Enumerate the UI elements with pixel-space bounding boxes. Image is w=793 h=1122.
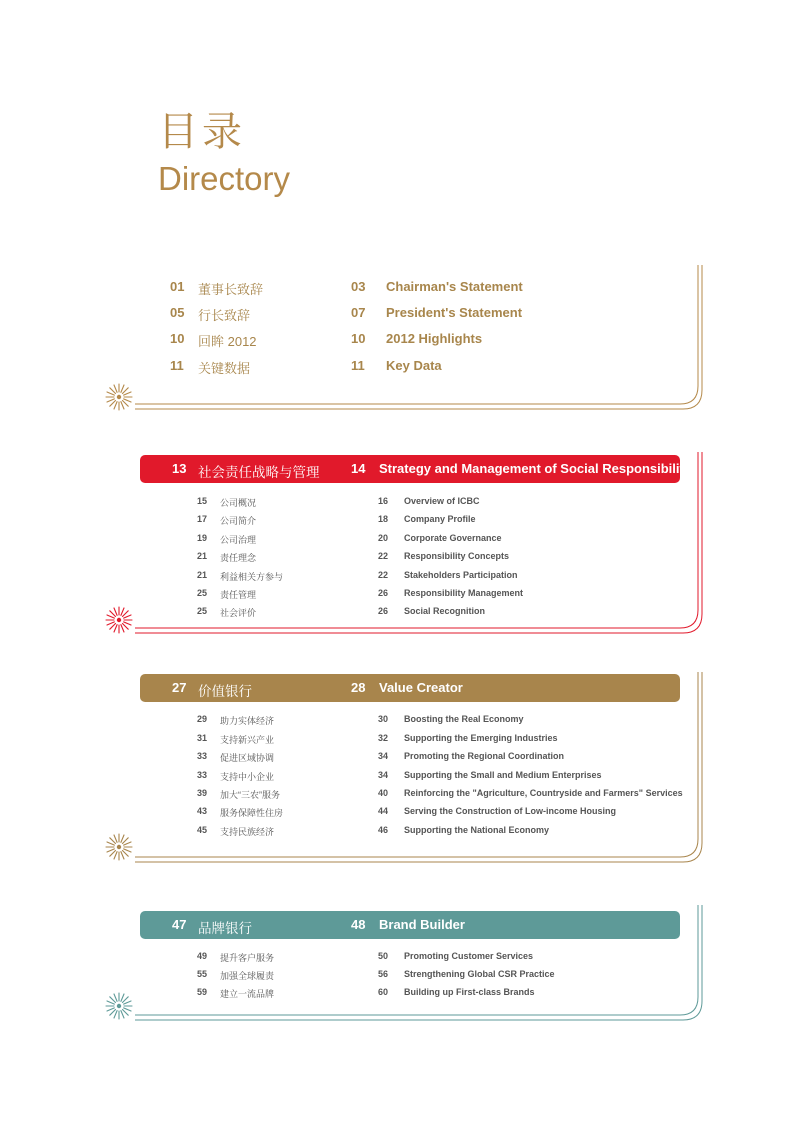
cn-page-number: 39 — [197, 788, 208, 798]
en-page-number: 56 — [378, 969, 389, 979]
en-page-number: 50 — [378, 951, 389, 961]
cn-title: 支持新兴产业 — [220, 735, 275, 745]
en-title: Value Creator — [379, 680, 463, 695]
en-title: Supporting the Small and Medium Enterprises — [404, 770, 602, 780]
en-page-number: 26 — [378, 606, 389, 616]
en-page-number: 07 — [351, 305, 366, 320]
en-title: 2012 Highlights — [386, 331, 483, 346]
en-title: Promoting the Regional Coordination — [404, 751, 564, 761]
cn-page-number: 17 — [197, 514, 208, 524]
cn-page-number: 45 — [197, 825, 208, 835]
en-title: Serving the Construction of Low-income Housing — [404, 806, 617, 816]
en-page-number: 30 — [378, 714, 389, 724]
cn-page-number: 33 — [197, 770, 208, 780]
cn-title: 责任理念 — [220, 553, 257, 563]
en-page-number: 20 — [378, 533, 389, 543]
cn-title: 社会责任战略与管理 — [198, 465, 320, 480]
cn-page-number: 27 — [172, 680, 187, 695]
en-page-number: 32 — [378, 733, 389, 743]
en-title: Boosting the Real Economy — [404, 714, 524, 724]
en-title: Company Profile — [404, 514, 476, 524]
cn-page-number: 05 — [170, 305, 185, 320]
cn-title: 价值银行 — [198, 684, 252, 699]
en-page-number: 14 — [351, 461, 366, 476]
en-page-number: 10 — [351, 331, 366, 346]
cn-title: 回眸 2012 — [198, 334, 257, 349]
cn-page-number: 10 — [170, 331, 185, 346]
cn-page-number: 59 — [197, 987, 208, 997]
cn-page-number: 25 — [197, 588, 208, 598]
en-page-number: 22 — [378, 551, 389, 561]
cn-title: 公司概况 — [220, 498, 257, 508]
en-title: Promoting Customer Services — [404, 951, 534, 961]
cn-title: 社会评价 — [220, 608, 257, 618]
cn-page-number: 55 — [197, 969, 208, 979]
cn-page-number: 13 — [172, 461, 187, 476]
en-page-number: 40 — [378, 788, 389, 798]
en-title: Overview of ICBC — [404, 496, 480, 506]
cn-title: 行长致辞 — [198, 308, 251, 323]
cn-page-number: 29 — [197, 714, 208, 724]
en-page-number: 44 — [378, 806, 389, 816]
cn-title: 支持民族经济 — [220, 827, 275, 837]
sunburst-icon — [104, 991, 134, 1021]
en-title: Responsibility Management — [404, 588, 524, 598]
cn-page-number: 49 — [197, 951, 208, 961]
en-page-number: 11 — [351, 358, 365, 373]
en-page-number: 18 — [378, 514, 389, 524]
en-title: Strategy and Management of Social Responsibility — [379, 461, 692, 476]
page-title-english: Directory — [158, 160, 291, 197]
page-title-chinese: 目录 — [158, 109, 246, 155]
cn-page-number: 15 — [197, 496, 208, 506]
cn-page-number: 21 — [197, 570, 208, 580]
en-title: Stakeholders Participation — [404, 570, 518, 580]
en-title: Building up First-class Brands — [404, 987, 535, 997]
cn-page-number: 33 — [197, 751, 208, 761]
cn-title: 促进区域协调 — [220, 753, 275, 763]
en-title: Reinforcing the "Agriculture, Countryside and Farmers" Services — [404, 788, 683, 798]
en-page-number: 48 — [351, 917, 366, 932]
en-title: Social Recognition — [404, 606, 486, 616]
cn-page-number: 31 — [197, 733, 208, 743]
en-page-number: 26 — [378, 588, 389, 598]
en-title: Strengthening Global CSR Practice — [404, 969, 555, 979]
cn-title: 公司治理 — [220, 535, 257, 545]
cn-title: 加强全球履责 — [220, 971, 275, 981]
en-title: Supporting the National Economy — [404, 825, 550, 835]
cn-page-number: 19 — [197, 533, 208, 543]
en-title: Chairman's Statement — [386, 279, 523, 294]
en-title: Brand Builder — [379, 917, 465, 932]
en-title: President's Statement — [386, 305, 523, 320]
cn-page-number: 25 — [197, 606, 208, 616]
cn-title: 提升客户服务 — [220, 953, 275, 963]
cn-title: 公司简介 — [220, 516, 257, 526]
en-title: Key Data — [386, 358, 442, 373]
en-page-number: 16 — [378, 496, 389, 506]
en-page-number: 28 — [351, 680, 366, 695]
cn-title: 关键数据 — [198, 361, 251, 376]
cn-title: 品牌银行 — [198, 921, 252, 936]
en-page-number: 46 — [378, 825, 389, 835]
en-page-number: 03 — [351, 279, 366, 294]
en-page-number: 22 — [378, 570, 389, 580]
en-title: Responsibility Concepts — [404, 551, 510, 561]
en-title: Supporting the Emerging Industries — [404, 733, 558, 743]
cn-page-number: 21 — [197, 551, 208, 561]
en-page-number: 60 — [378, 987, 389, 997]
cn-title: 加大“三农”服务 — [220, 790, 280, 800]
en-page-number: 34 — [378, 770, 389, 780]
cn-title: 责任管理 — [220, 590, 257, 600]
en-page-number: 34 — [378, 751, 389, 761]
cn-title: 服务保障性住房 — [220, 808, 284, 818]
cn-title: 利益相关方参与 — [220, 572, 284, 582]
cn-page-number: 47 — [172, 917, 187, 932]
cn-title: 支持中小企业 — [220, 772, 275, 782]
cn-page-number: 43 — [197, 806, 208, 816]
cn-title: 建立一流品牌 — [220, 989, 275, 999]
cn-title: 助力实体经济 — [220, 716, 275, 726]
en-title: Corporate Governance — [404, 533, 502, 543]
cn-page-number: 01 — [170, 279, 185, 294]
cn-title: 董事长致辞 — [198, 282, 264, 297]
cn-page-number: 11 — [170, 358, 184, 373]
